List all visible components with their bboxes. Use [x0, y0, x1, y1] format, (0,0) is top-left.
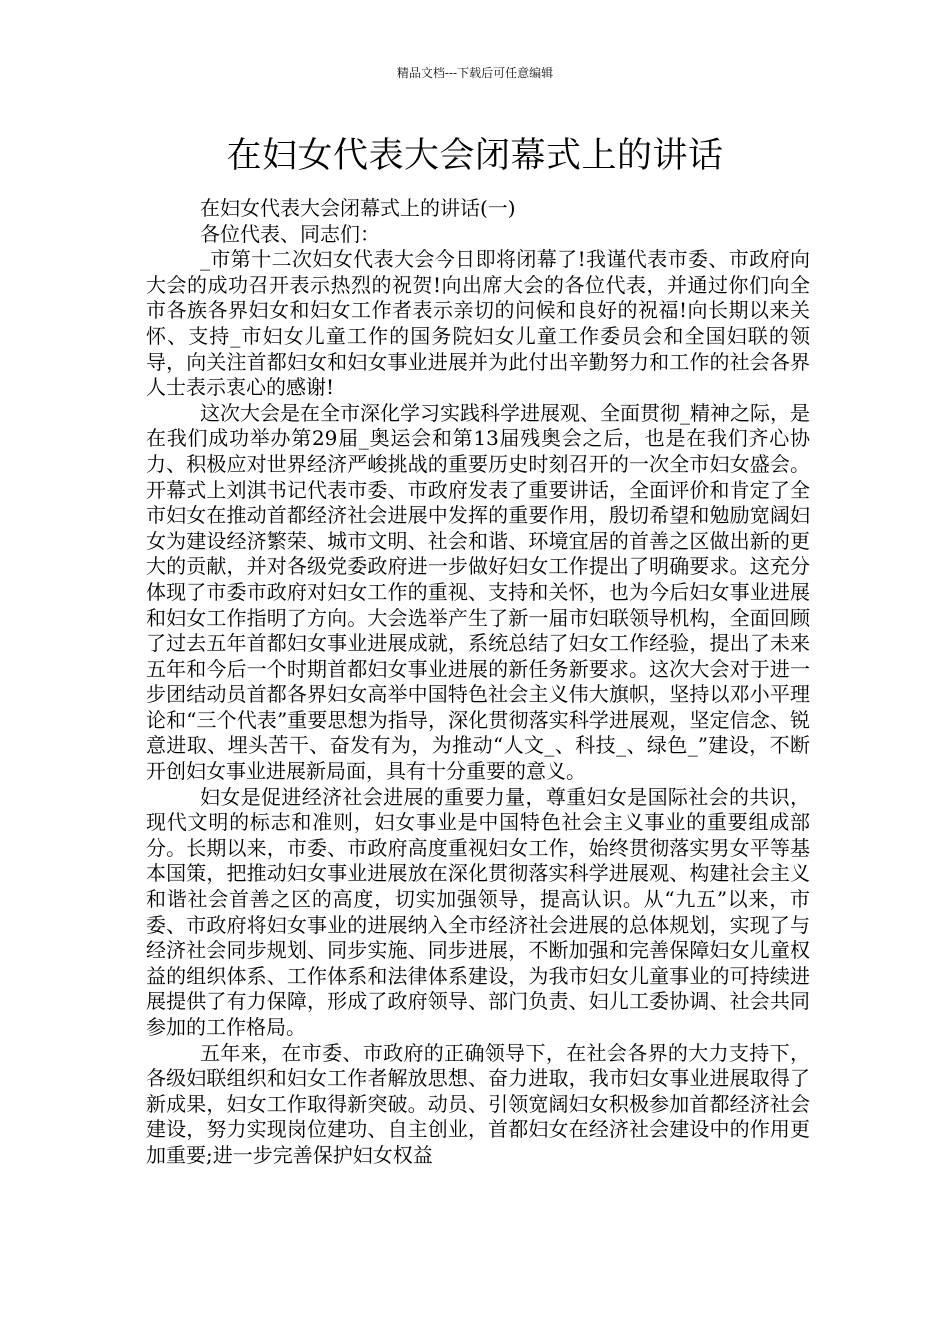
- salutation: 各位代表、同志们：: [200, 221, 380, 246]
- document-body: [146, 196, 810, 1169]
- document-subtitle: 在妇女代表大会闭幕式上的讲话(一): [200, 196, 516, 220]
- paragraph: _市第十二次妇女代表大会今日即将闭幕了!我谨代表市委、市政府向大会的成功召开表示热烈的祝贺!向出席大会的各位代表，并通过你们向全市各族各界妇女和妇女工作者表示亲切的问候和良好的祝福!向长期以来关怀、支持_市妇女儿童工作的国务院妇女儿童工作委员会和全国妇联的领导，向关注首都妇女和妇女事业进展并为此付出辛勤努力和工作的社会各界人士表示衷心的感谢!: [146, 247, 810, 400]
- paragraph: 五年来，在市委、市政府的正确领导下，在社会各界的大力支持下，各级妇联组织和妇女工作者解放思想、奋力进取，我市妇女事业进展取得了新成果，妇女工作取得新突破。动员、引领宽阔妇女积极参加首都经济社会建设，努力实现岗位建功、自主创业，首都妇女在经济社会建设中的作用更加重要;进一步完善保护妇女权益: [146, 1040, 810, 1167]
- page-header: 精品文档---下载后可任意编辑: [396, 66, 554, 80]
- document-title: 在妇女代表大会闭幕式上的讲话: [226, 136, 724, 176]
- paragraph: 这次大会是在全市深化学习实践科学进展观、全面贯彻_精神之际，是在我们成功举办第29届_奥运会和第13届残奥会之后，也是在我们齐心协力、积极应对世界经济严峻挑战的重要历史时刻召开的一次全市妇女盛会。开幕式上刘淇书记代表市委、市政府发表了重要讲话，全面评价和肯定了全市妇女在推动首都经济社会进展中发挥的重要作用，殷切希望和勉励宽阔妇女为建设经济繁荣、城市文明、社会和谐、环境宜居的首善之区做出新的更大的贡献，并对各级党委政府进一步做好妇女工作提出了明确要求。这充分体现了市委市政府对妇女工作的重视、支持和关怀，也为今后妇女事业进展和妇女工作指明了方向。大会选举产生了新一届市妇联领导机构，全面回顾了过去五年首都妇女事业进展成就，系统总结了妇女工作经验，提出了未来五年和今后一个时期首都妇女事业进展的新任务新要求。这次大会对于进一步团结动员首都各界妇女高举中国特色社会主义伟大旗帜，坚持以邓小平理论和“三个代表”重要思想为指导，深化贯彻落实科学进展观，坚定信念、锐意进取、埋头苦干、奋发有为，为推动“人文_、科技_、绿色_”建设，不断开创妇女事业进展新局面，具有十分重要的意义。: [146, 400, 810, 784]
- paragraph: 妇女是促进经济社会进展的重要力量，尊重妇女是国际社会的共识，现代文明的标志和准则，妇女事业是中国特色社会主义事业的重要组成部分。长期以来，市委、市政府高度重视妇女工作，始终贯彻落实男女平等基本国策，把推动妇女事业进展放在深化贯彻落实科学进展观、构建社会主义和谐社会首善之区的高度，切实加强领导，提高认识。从“九五”以来，市委、市政府将妇女事业的进展纳入全市经济社会进展的总体规划，实现了与经济社会同步规划、同步实施、同步进展，不断加强和完善保障妇女儿童权益的组织体系、工作体系和法律体系建设，为我市妇女儿童事业的可持续进展提供了有力保障，形成了政府领导、部门负责、妇儿工委协调、社会共同参加的工作格局。: [146, 784, 810, 1039]
